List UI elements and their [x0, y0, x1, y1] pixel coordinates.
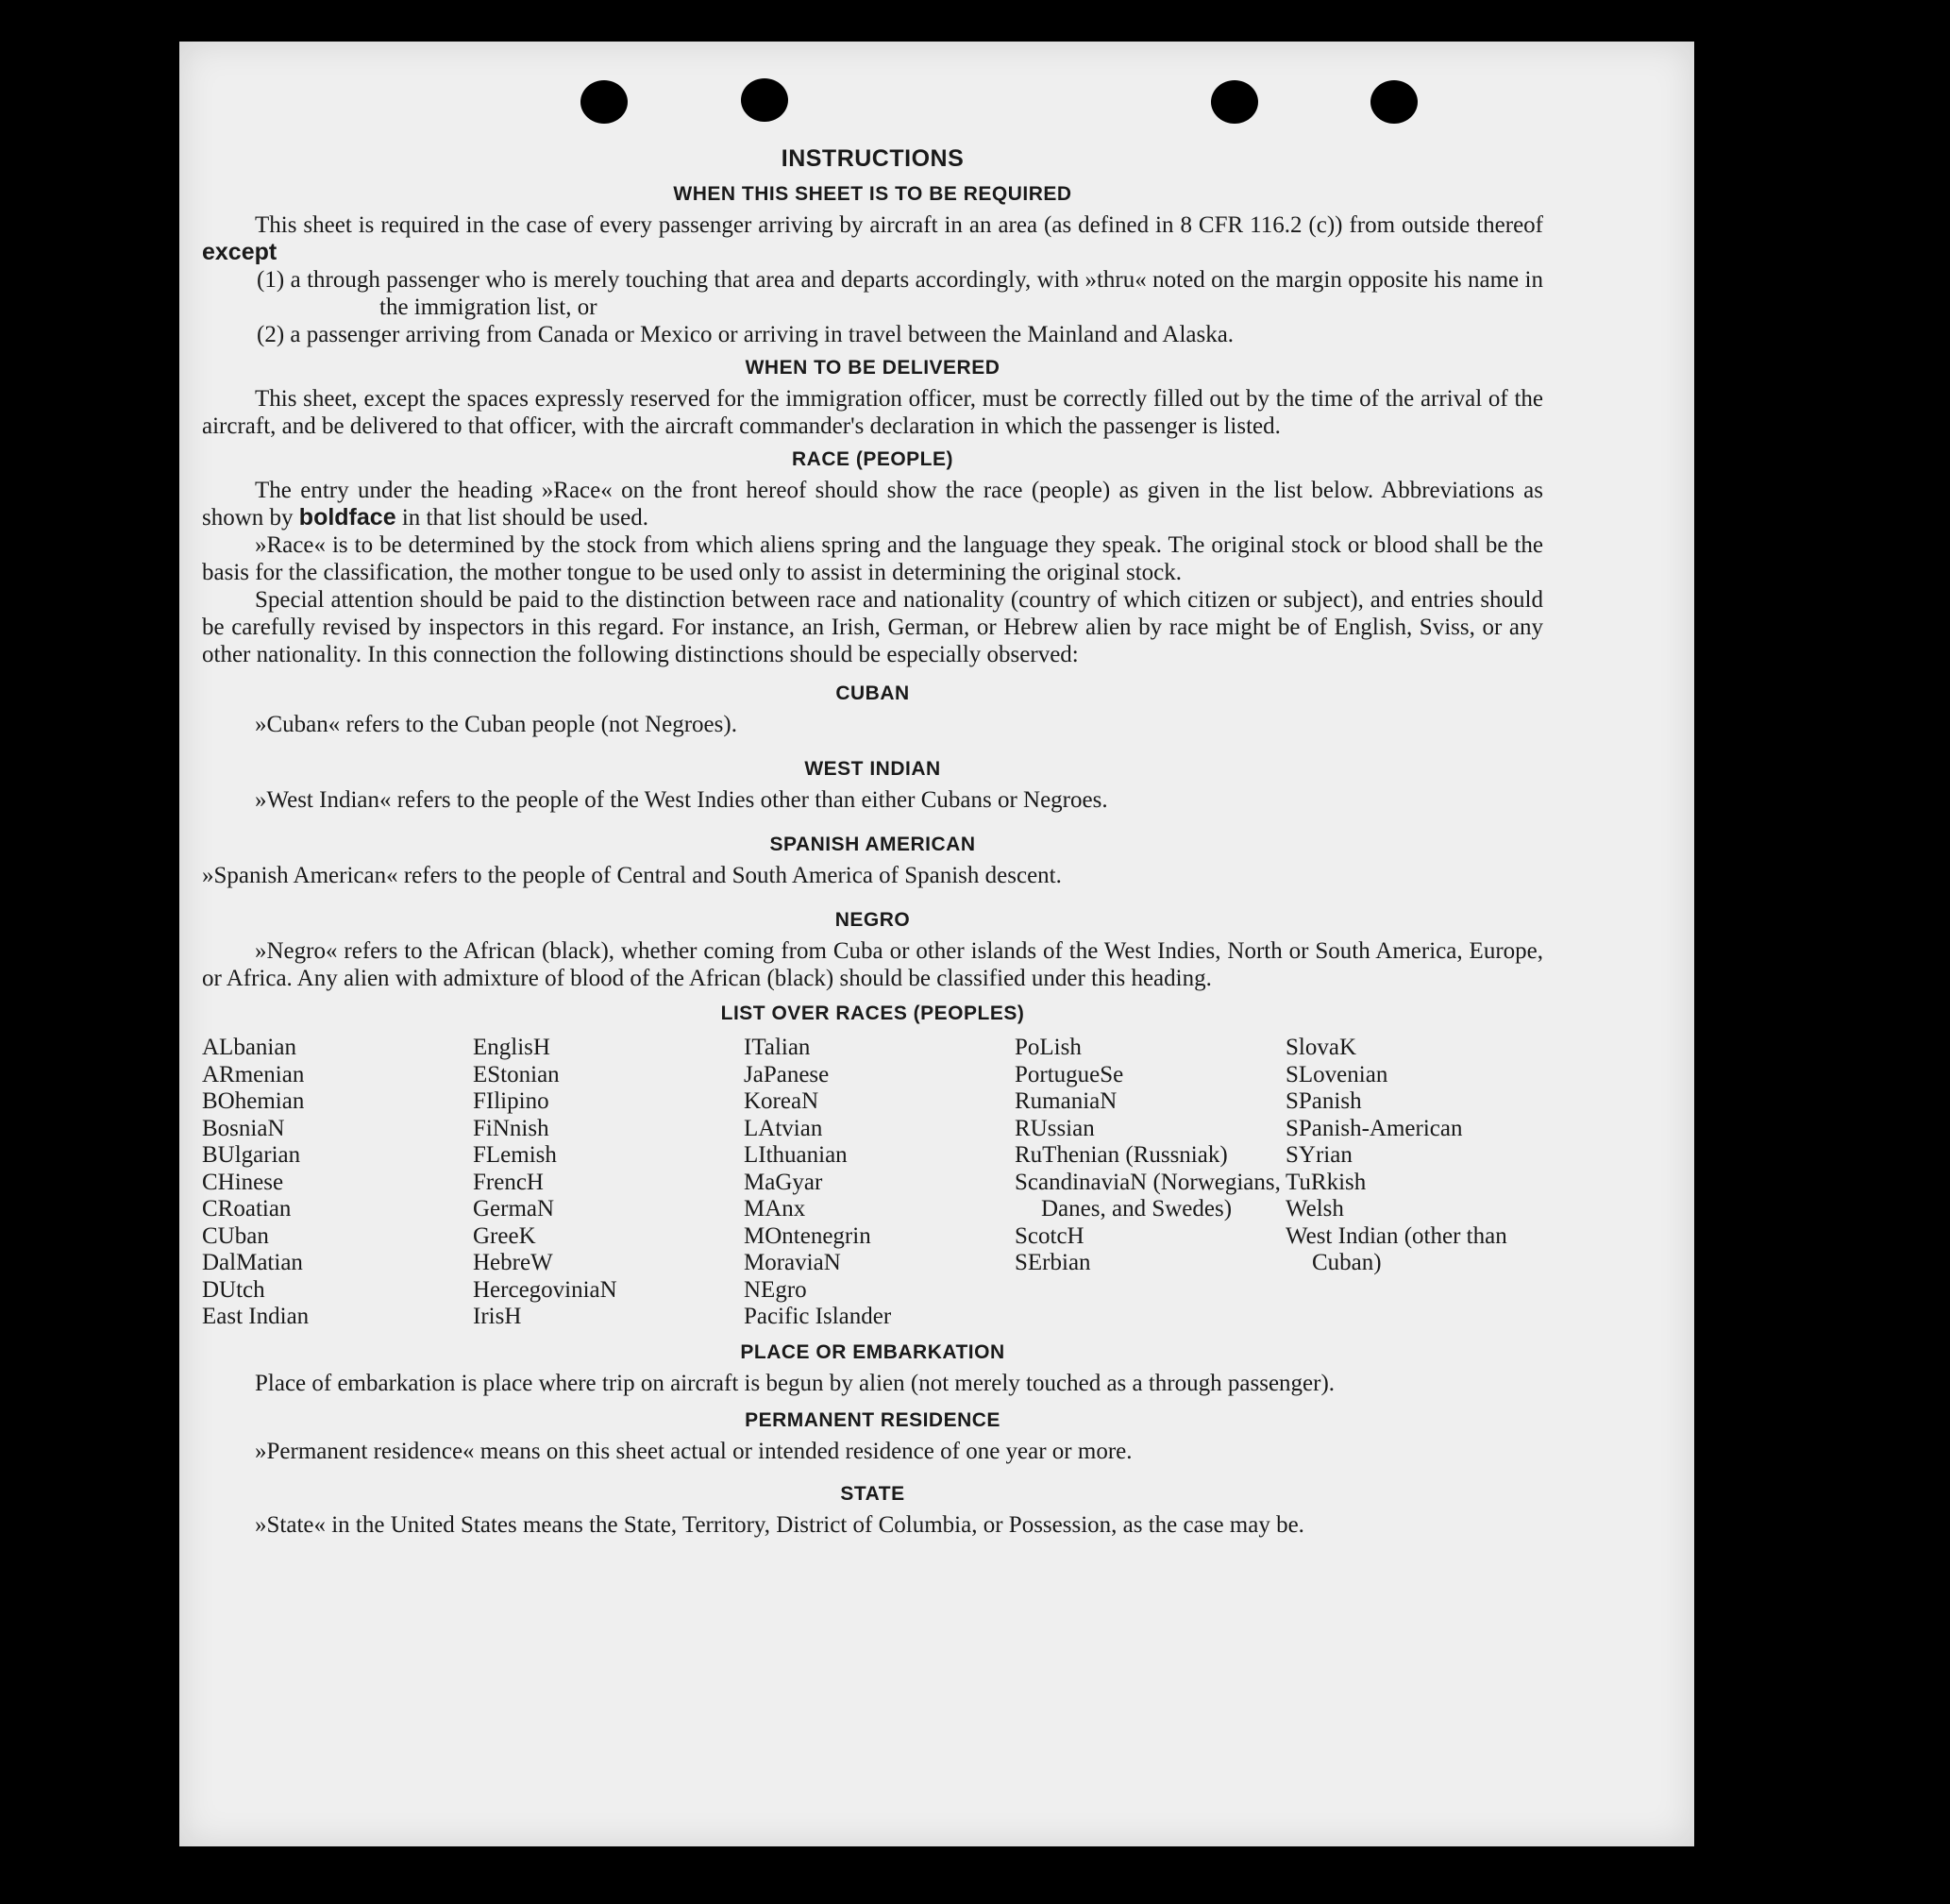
- race-column: [744, 1035, 1015, 1331]
- race-entry: BUlgarian: [202, 1142, 301, 1168]
- race-entry: RuThenian (Russniak): [1015, 1142, 1228, 1168]
- race-entry: MOntenegrin: [744, 1222, 871, 1249]
- paragraph: »Cuban« refers to the Cuban people (not Negroes).: [255, 712, 737, 737]
- race-entry: CRoatian: [202, 1196, 292, 1222]
- race-entry: CUban: [202, 1222, 269, 1249]
- race-entry: SPanish-American: [1286, 1115, 1463, 1141]
- race-entry: EnglisH: [473, 1035, 550, 1060]
- section-heading: LIST OVER RACES (PEOPLES): [720, 1003, 1025, 1024]
- paragraph: »Race« is to be determined by the stock from which aliens spring and the language they speak. The original stock or blood shall be the basis for the classification, the mother tongue to be used only to assist in determining the original stock.: [202, 532, 1543, 585]
- race-column: [1015, 1035, 1286, 1331]
- section-heading: PLACE OR EMBARKATION: [740, 1340, 1005, 1363]
- paragraph: The entry under the heading »Race« on the front hereof should show the race (people) as given in the list below. Abbreviations as shown by boldface in that list should be used.: [202, 478, 1543, 531]
- race-entry: ITalian: [744, 1035, 811, 1060]
- race-entry: MAnx: [744, 1196, 806, 1222]
- race-entry: DUtch: [202, 1276, 265, 1303]
- paragraph: »Negro« refers to the African (black), whether coming from Cuba or other islands of the West Indies, North or South America, Europe, or Africa. Any alien with admixture of blood of the African (black) should be classified under this heading.: [202, 938, 1543, 991]
- race-entry: MaGyar: [744, 1169, 823, 1195]
- race-column: [1286, 1035, 1543, 1331]
- section-heading: SPANISH AMERICAN: [769, 834, 976, 855]
- race-column: [202, 1035, 473, 1331]
- race-entry: East Indian: [202, 1304, 310, 1329]
- race-entry: KoreaN: [744, 1088, 819, 1114]
- document-content: [202, 145, 1543, 1539]
- section-heading: CUBAN: [835, 682, 910, 704]
- paragraph: Place of embarkation is place where trip on aircraft is begun by alien (not merely touched as a through passenger).: [255, 1370, 1336, 1396]
- race-entry: NEgro: [744, 1276, 807, 1303]
- race-entry: JaPanese: [744, 1061, 830, 1087]
- race-entry: LAtvian: [744, 1115, 823, 1141]
- race-entry: GermaN: [473, 1196, 555, 1222]
- race-entry: SErbian: [1015, 1250, 1091, 1275]
- emphasis: boldface: [298, 504, 396, 531]
- section-heading: WHEN TO BE DELIVERED: [745, 357, 1000, 379]
- paragraph: »West Indian« refers to the people of the West Indies other than either Cubans or Negroes.: [255, 787, 1108, 813]
- race-entry: West Indian (other than Cuban): [1286, 1222, 1507, 1275]
- race-entry: FIlipino: [473, 1088, 549, 1114]
- punch-hole: [1370, 80, 1418, 124]
- race-entry: ScotcH: [1015, 1222, 1084, 1249]
- section-heading: STATE: [840, 1482, 905, 1505]
- race-entry: EStonian: [473, 1061, 560, 1087]
- paragraph: »State« in the United States means the State, Territory, District of Columbia, or Possession, as the case may be.: [255, 1511, 1304, 1538]
- race-entry: SYrian: [1286, 1142, 1353, 1168]
- paragraph: This sheet is required in the case of every passenger arriving by aircraft in an area (as defined in 8 CFR 116.2 (c)) from outside thereof except: [202, 212, 1543, 265]
- race-entry: ScandinaviaN (Norwegians, Danes, and Swedes): [1015, 1169, 1281, 1222]
- race-entry: SLovenian: [1286, 1061, 1388, 1087]
- punch-hole: [741, 78, 788, 122]
- race-entry: FLemish: [473, 1142, 557, 1168]
- paragraph: This sheet, except the spaces expressly reserved for the immigration officer, must be correctly filled out by the time of the arrival of the aircraft, and be delivered to that officer, with the aircraft commander's declaration in which the passenger is listed.: [202, 386, 1543, 439]
- race-entry: GreeK: [473, 1222, 536, 1249]
- race-entry: ALbanian: [202, 1035, 296, 1060]
- section-heading: RACE (PEOPLE): [791, 448, 953, 470]
- race-entry: CHinese: [202, 1169, 284, 1195]
- list-item: (1) a through passenger who is merely touching that area and departs accordingly, with »thru« noted on the margin opposite his name in the immigration list, or: [257, 267, 1543, 320]
- race-entry: FrencH: [473, 1169, 544, 1195]
- race-entry: PortugueSe: [1015, 1061, 1124, 1087]
- race-entry: BOhemian: [202, 1088, 305, 1114]
- race-entry: PoLish: [1015, 1035, 1082, 1060]
- paragraph: »Spanish American« refers to the people of Central and South America of Spanish descent.: [202, 863, 1062, 888]
- race-entry: DalMatian: [202, 1250, 303, 1275]
- race-entry: HebreW: [473, 1250, 553, 1275]
- paragraph: »Permanent residence« means on this sheet actual or intended residence of one year or more.: [255, 1438, 1133, 1464]
- race-entry: Pacific Islander: [744, 1304, 892, 1329]
- race-column: [473, 1035, 744, 1331]
- race-entry: TuRkish: [1286, 1169, 1367, 1195]
- section-heading: WHEN THIS SHEET IS TO BE REQUIRED: [673, 183, 1072, 205]
- section-heading: WEST INDIAN: [804, 758, 941, 780]
- race-entry: RumaniaN: [1015, 1088, 1118, 1114]
- paragraph: Special attention should be paid to the distinction between race and nationality (country of which citizen or subject), and entries should be carefully revised by inspectors in this regard. For instance, an Irish, German, or Hebrew alien by race might be of English, Sviss, or any other nationality. In this connection the following distinctions should be especially observed:: [202, 587, 1543, 667]
- race-list: [202, 1035, 1543, 1331]
- section-heading: PERMANENT RESIDENCE: [745, 1408, 1000, 1431]
- race-entry: Welsh: [1286, 1196, 1344, 1222]
- document-sheet: [179, 42, 1694, 1846]
- race-entry: SlovaK: [1286, 1035, 1356, 1060]
- emphasis: except: [202, 239, 277, 265]
- race-entry: RUssian: [1015, 1115, 1095, 1141]
- race-entry: FiNnish: [473, 1115, 549, 1141]
- race-entry: BosniaN: [202, 1115, 285, 1141]
- race-entry: ARmenian: [202, 1061, 305, 1087]
- page-title: INSTRUCTIONS: [781, 145, 965, 172]
- list-item: (2) a passenger arriving from Canada or Mexico or arriving in travel between the Mainland and Alaska.: [257, 322, 1235, 347]
- punch-hole: [1211, 80, 1258, 124]
- race-entry: IrisH: [473, 1304, 522, 1329]
- race-entry: HercegoviniaN: [473, 1276, 617, 1303]
- punch-hole: [580, 80, 628, 124]
- race-entry: SPanish: [1286, 1088, 1362, 1114]
- section-heading: NEGRO: [834, 909, 911, 931]
- race-entry: MoraviaN: [744, 1250, 841, 1275]
- race-entry: LIthuanian: [744, 1142, 848, 1168]
